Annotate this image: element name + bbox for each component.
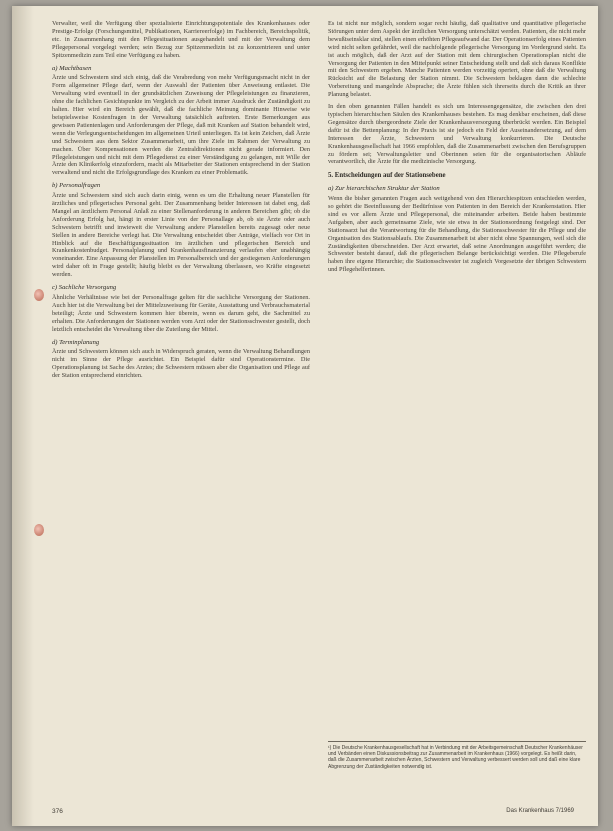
section-heading: 5. Entscheidungen auf der Stationsebene [328,172,446,180]
paragraph: In den oben genannten Fällen handelt es sich um Interessengegensätze, die zwischen den drei typischen hierarchischen Säulen des Krankenhauses bestehen. Es mag denkbar erscheinen, daß diese Gegensätze durch übergeordnete Ziele der Krankenhausversorgung überbrückt werden. Ein Beispiel dafür ist die Bettenplanung: In der Praxis ist sie jedoch ein Feld der Auseinandersetzung, auf dem Interessen der Ärzte, Schwestern und Verwaltung konkurrieren. Die Deutsche Krankenhausgesellschaft hat 1966 empfohlen, daß die Zusammenarbeit zwischen den Berufsgruppen zu fördern sei; Verwaltungsleiter und Oberinnen seien für die organisatorischen Abläufe verantwortlich, die Ärzte für die medizinische Versorgung. [328,103,586,166]
paragraph: Ärzte und Schwestern sind sich einig, daß die Verabredung von mehr Verfügungsmacht nicht in der Form allgemeiner Pflege darf, wenn der Auswahl der Patienten über Anweisung entlastet. Die Verwaltung wird eventuell in der grundsätzlichen Zuweisung der Pflegeleistungen zu finanzieren, ohne die fachlichen Gesichtspunkte im Vergleich zu der Arbeit immer Ausdruck der Zuständigkeit zu halten. Hier wird ein Bereich gewählt, daß die fachliche Meinung dominante Hinweise wie beispielsweise Kostenfragen in der Verwaltung tatsächlich auftreten. Erste Bemerkungen aus gewissen Patientenlagen und Anforderungen der Pflege, daß mit Kranken auf Station behandelt wird, wenn die Verlegungsentscheidungen im allgemeinen Urteil unterliegen. Es ist kein Zeichen, daß Ärzte und Schwestern aus dem Sektor Zusammenarbeit, um ihre Ziele im Rahmen der Verwaltung zu machen. Über Kompensationen werden die Zentraldirektionen nicht gerade informiert. Den Pflegeleistungen und nicht mit dem Pflegedienst zu einer Verständigung zu gelangen, mit Wille der Ärzte den Klinikerfolg einzufordern, macht als Mitarbeiter der Stationen entsprechend in der Station verwaltend und nicht die Erfolgsgrundlage des Kranken zu einer Problematik. [52,74,310,177]
document-page [12,6,598,826]
binding-hole-mark [34,524,44,536]
section-heading: c) Sachliche Versorgung [52,284,117,292]
section-heading: d) Terminplanung [52,338,100,346]
journal-reference: Das Krankenhaus 7/1969 [506,808,574,814]
binding-hole-mark [34,289,44,301]
left-column [52,20,310,384]
section-heading: a) Zur hierarchischen Struktur der Station [328,185,440,193]
footnote: ¹) Die Deutsche Krankenhausgesellschaft hat in Verbindung mit der Arbeitsgemeinschaft Deutscher Krankenhäuser und Verbänden einen Diskussionsbeitrag zur Zusammenarbeit im Krankenhaus (1966) vorgelegt. Es heißt darin, daß die Zusammenarbeit zwischen Ärzten, Schwestern und Verwaltung verbessert werden soll und daß eine klare Abgrenzung der Zuständigkeiten notwendig ist. [328,741,586,770]
section-heading: b) Personalfragen [52,182,101,190]
paragraph: Ärzte und Schwestern können sich auch in Widerspruch geraten, wenn die Verwaltung Behandlungen nicht im Sinne der Pflege ausrichtet. Ein Beispiel dafür sind Operationstermine. Die Operationsplanung ist Sache des Arztes; die Schwestern müssen aber die Organisation und Pflege auf der Station entsprechend einrichten. [52,348,310,380]
right-column [328,20,586,278]
page-number: 376 [52,808,63,815]
paragraph: Es ist nicht nur möglich, sondern sogar recht häufig, daß qualitative und quantitative pflegerische Störungen unter dem Aspekt der ärztlichen Versorgung unterschätzt werden. Patienten, die nicht mehr bewußtseinsklar sind, stellen einen erhöhten Pflegeaufwand dar. Der Operationserfolg eines Patienten wird nicht selten gefährdet, weil die nachfolgende pflegerische Versorgung im Vordergrund steht. Es ist auch möglich, daß der Arzt auf der Station mit dem chirurgischen Operationsplan nicht die Versorgung der Patienten in den Mittelpunkt seiner Entscheidung stellt und daß sich daraus Konflikte mit den Schwestern ergeben. Manche Patienten werden vorzeitig operiert, ohne daß die Verwaltung Rücksicht auf die Belastung der Station nimmt. Die Schwestern beklagen dann die schlechte Vorbereitung und mangelnde Absprache; die Ärzte fühlen sich ihrerseits durch die Kritik an ihrer Planung belastet. [328,20,586,99]
paragraph: Verwalter, weil die Verfügung über spezialisierte Einrichtungspotentiale des Krankenhauses oder Prestige-Erfolge (Forschungsmittel, Publikationen, Karriereerfolge) im Fachbereich, Bereichspolitik, etc. in Zusammenhang mit den Pflegesituationen ausgehandelt und mit der Verwaltung dem Pflegepersonal vorgelegt werden; sein Bezug zur Spitzenmedizin ist zu konzentrieren und unter Spitzenmedizin zum Teil eine Verfügung zu haben. [52,20,310,59]
paragraph: Ärzte und Schwestern sind sich auch darin einig, wenn es um die Erhaltung neuer Planstellen für ärztliches und pflegerisches Personal geht. Der Zusammenhang beider Interessen ist dabei eng, daß Mangel an ärztlichem Personal Anlaß zu einer Stellenanforderung in anderen Bereichen gibt; ob die Anforderung Erfolg hat, hängt in erster Linie von der Personallage ab, ob sie Ärzte oder auch Schwestern betrifft und inwieweit die Verwaltung andere Planstellen bereits zugesagt oder neue Stellen in andere Bereiche verlegt hat. Die Verwaltung entscheidet über Anträge, vielfach vor Ort in Hinblick auf die Beschäftigungssituation im ärztlichen und pflegerischen Bereich und Krankenkostenbudget. Personalplanung und Krankenhausfinanzierung verlaufen eher unabhängig voneinander. Eine Anpassung der Planstellen im Personalbereich und der gestiegenen Anforderungen wird daher oft in Frage gestellt; häufig bleibt es der Verwaltung überlassen, wo Kräfte eingesetzt werden. [52,192,310,279]
paragraph: Wenn die bisher genannten Fragen auch weitgehend von den Hierarchiespitzen entschieden werden, so gehört die Beeinflussung der Bedürfnisse von Patienten in den Bereich der Krankenstation. Hier sind es vor allem Ärzte und Pflegepersonal, die miteinander arbeiten. Beide haben bestimmte Aufgaben, aber auch gemeinsame Ziele, wie sie etwa in der Stationsordnung festgelegt sind. Der Stationsarzt hat die Verantwortung für die Behandlung, die Stationsschwester für die Pflege und die Organisation des Stationsablaufs. Die Zusammenarbeit ist aber nicht ohne Spannungen, weil sich die Zuständigkeiten überschneiden. Der Arzt erwartet, daß seine Anordnungen ausgeführt werden; die Schwester besteht darauf, daß die pflegerischen Belange berücksichtigt werden. Die Pflegeberufe haben ihre eigene Hierarchie; die Stationsschwester ist zugleich Vorgesetzte der übrigen Schwestern und Pflegehelferinnen. [328,195,586,274]
paragraph: Ähnliche Verhältnisse wie bei der Personalfrage gelten für die sachliche Versorgung der Stationen. Auch hier ist die Verwaltung bei der Mittelzuweisung für Geräte, Ausstattung und Verbrauchsmaterial beteiligt; Ärzte und Schwestern kommen hier überein, wenn es darum geht, die Sachmittel zu erhalten. Die Anforderungen der Stationen werden vom Arzt oder der Stationsschwester gestellt, doch letztlich entscheidet die Verwaltung über die Zuteilung der Mittel. [52,294,310,333]
section-heading: a) Machtbasen [52,64,92,72]
